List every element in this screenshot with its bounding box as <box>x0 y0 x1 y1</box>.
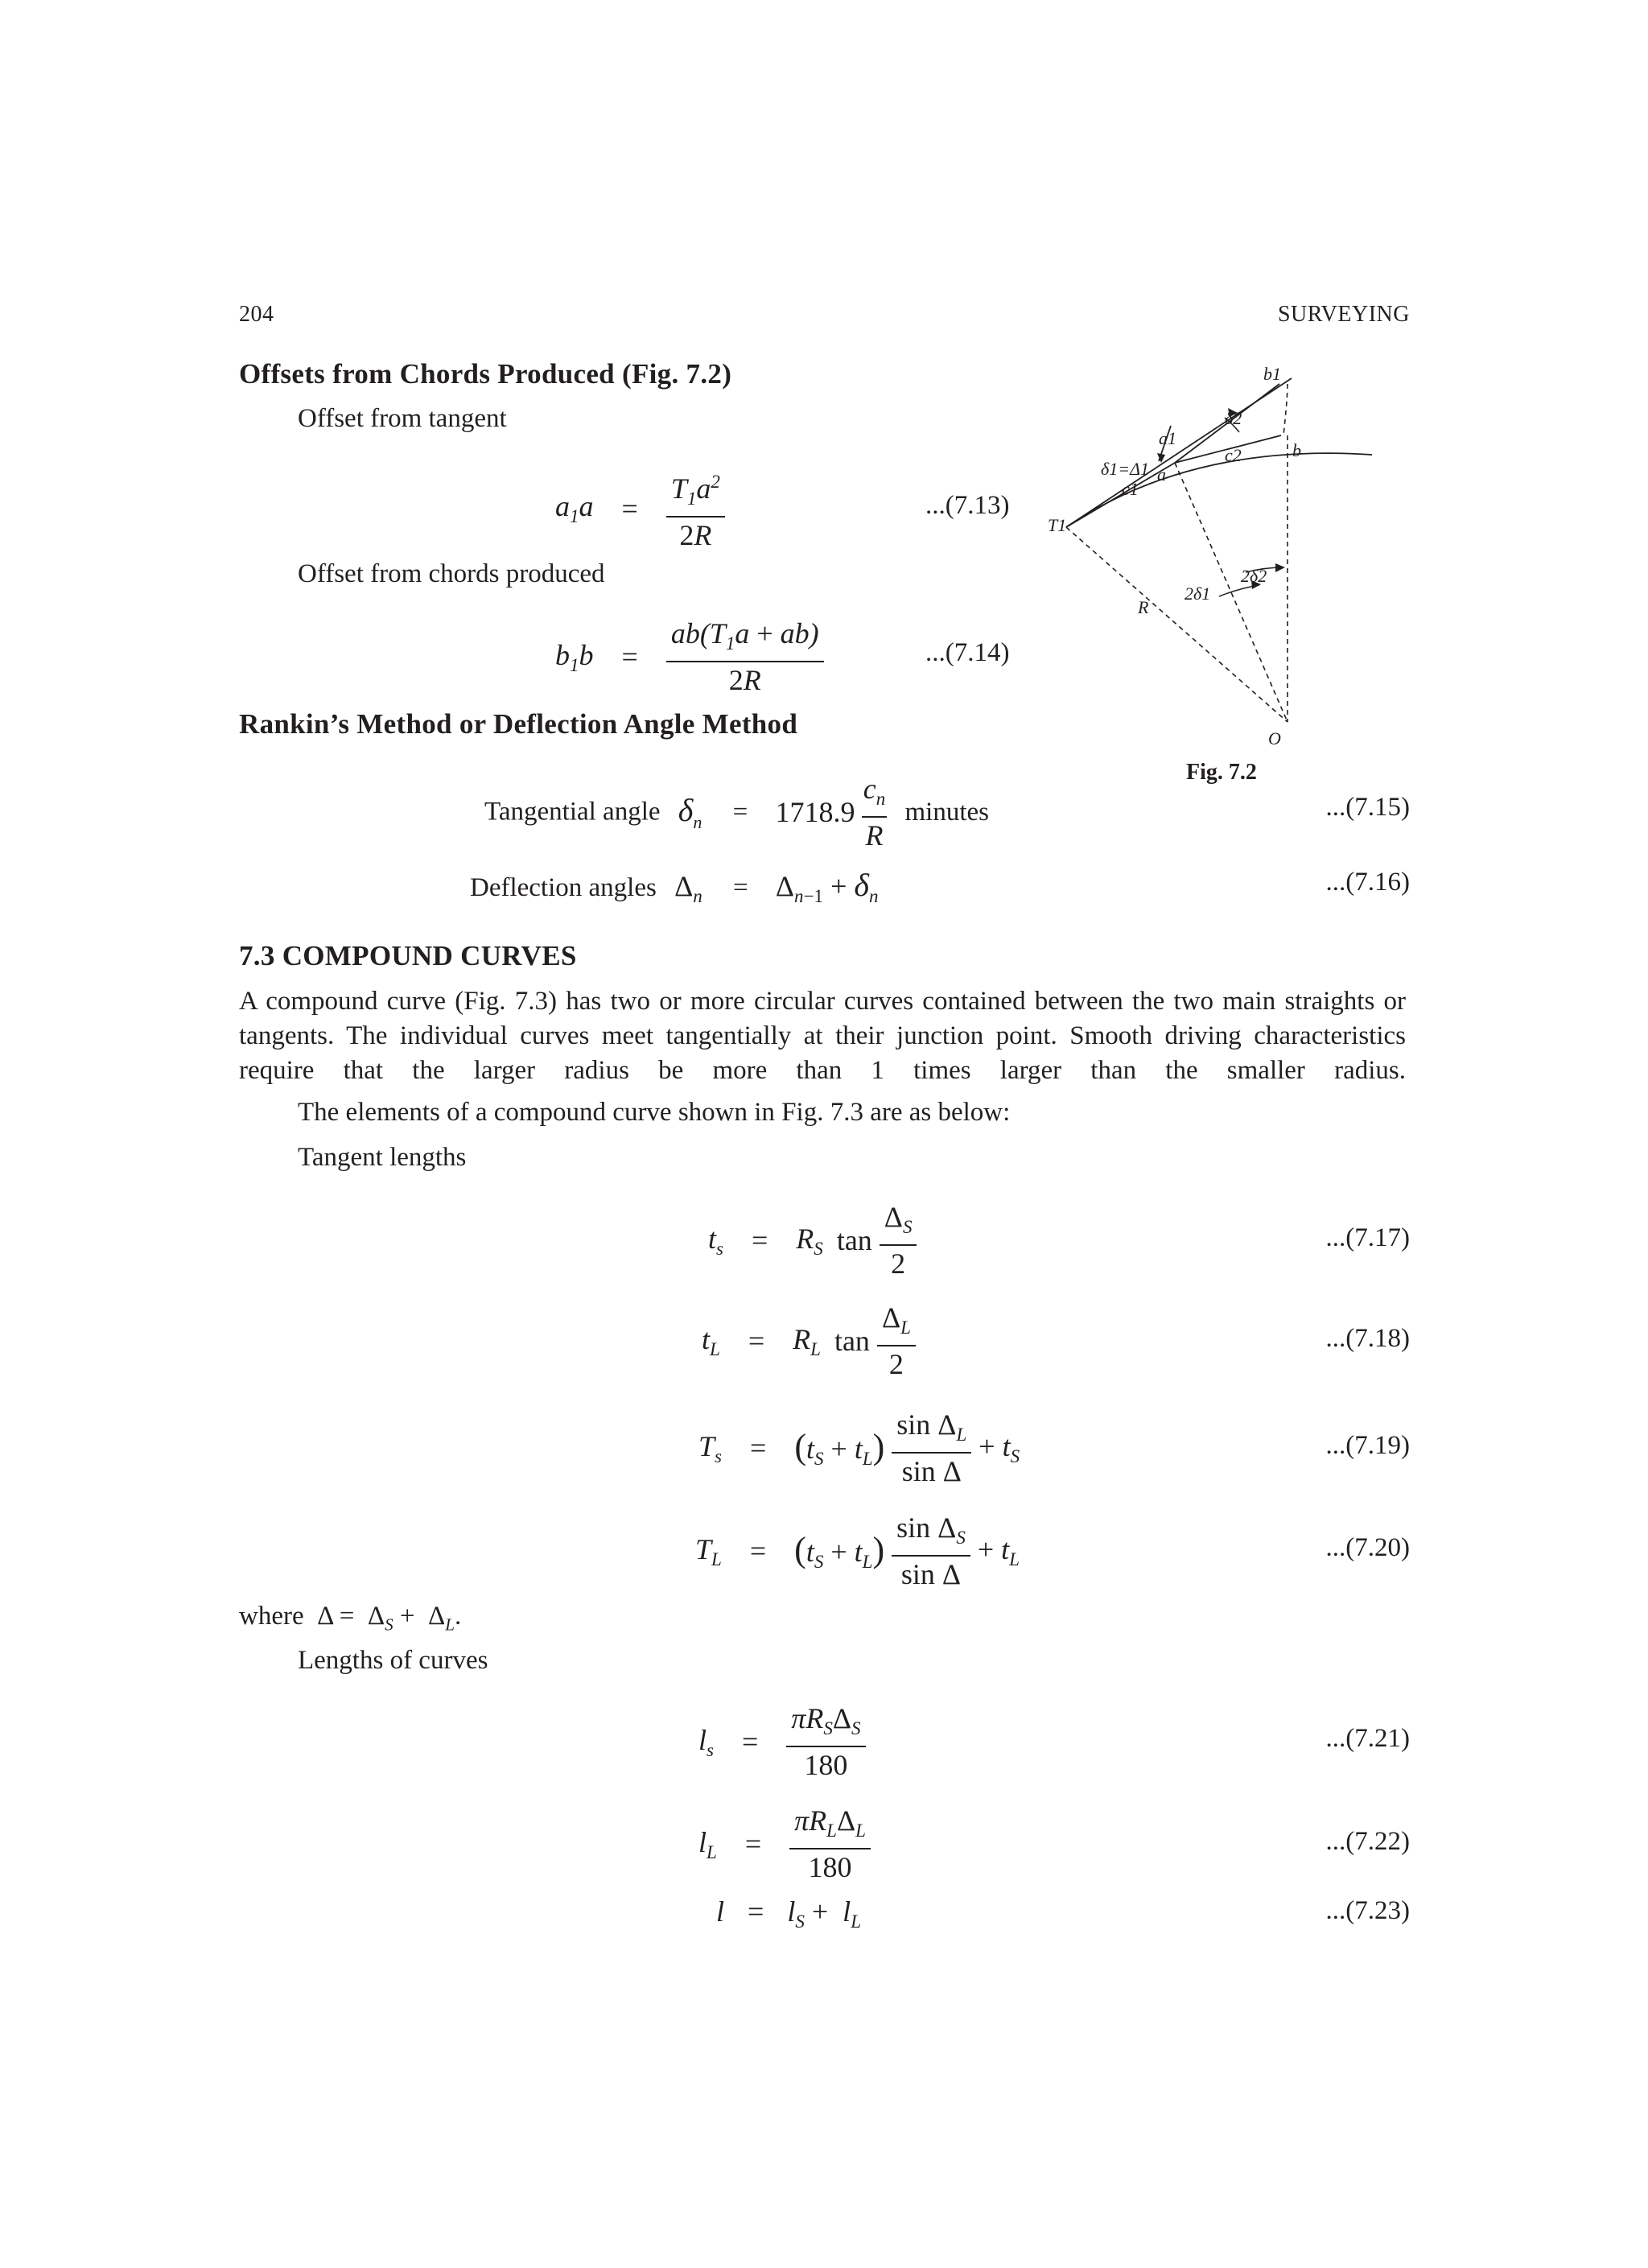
eq-7-15-fraction <box>862 771 888 853</box>
elements-line: The elements of a compound curve shown in Fig. 7.3 are as below: <box>298 1098 1011 1127</box>
eq-7-14-fraction <box>666 616 824 698</box>
eq-7-15-denominator: R <box>865 819 884 852</box>
figure-7-2 <box>1046 366 1384 744</box>
figure-caption: Fig. 7.2 <box>1186 760 1257 785</box>
eq-7-17-numerator: $\Delta_S$ <box>880 1199 917 1246</box>
eq-7-16-rhs: $\Delta_{n-1} + \delta_n$ <box>775 867 879 907</box>
equation-7-23 <box>716 1895 861 1932</box>
eq-7-21-denominator: 180 <box>804 1749 848 1782</box>
eq-7-20-numerator: $\sin \Delta_S$ <box>892 1510 970 1557</box>
eq-7-18-numerator: $\Delta_L$ <box>877 1300 916 1346</box>
equation-number-7-19: ...(7.19) <box>1325 1431 1410 1460</box>
page-number: 204 <box>239 302 274 327</box>
eq-7-20-paren: $(t_S + t_L)$ <box>794 1530 885 1573</box>
eq-7-21-lhs: $l_s$ <box>698 1723 714 1760</box>
label-t1: T1 <box>1048 515 1067 535</box>
eq-7-15-symbol: $\delta_n$ <box>678 792 702 833</box>
eq-7-13-lhs: $a_1a$ <box>555 490 594 527</box>
eq-7-13-denominator: 2R <box>679 519 712 552</box>
eq-7-14-lhs: $b_1b$ <box>555 638 594 675</box>
eq-7-21-numerator: $\pi R_S\Delta_S$ <box>786 1701 865 1747</box>
eq-7-13-numerator: $T_1a^2$ <box>666 464 725 518</box>
eq-7-23-lhs: l <box>716 1895 725 1928</box>
eq-7-22-lhs: $l_L$ <box>698 1825 717 1862</box>
eq-7-17-coef: $R_S$ <box>796 1222 823 1259</box>
equals-sign: = <box>750 1432 767 1465</box>
equation-7-21 <box>698 1701 866 1783</box>
label-c1: c1 <box>1122 479 1139 499</box>
where-line: where $\Delta = \Delta_S + \Delta_L$. <box>239 1602 462 1635</box>
section-heading-offsets: Offsets from Chords Produced (Fig. 7.2) <box>239 358 732 390</box>
label-a: a <box>1157 464 1166 485</box>
tangential-angle-label: Tangential angle <box>484 797 661 827</box>
offset-from-tangent-label: Offset from tangent <box>298 404 507 433</box>
eq-7-16-symbol: $\Delta_n$ <box>674 870 702 907</box>
eq-7-18-denominator: 2 <box>888 1348 904 1381</box>
equals-sign: = <box>732 797 748 827</box>
eq-7-18-func: tan <box>834 1325 870 1358</box>
equation-7-17 <box>708 1199 917 1281</box>
eq-7-17-func: tan <box>836 1224 872 1257</box>
equation-7-15 <box>484 771 989 853</box>
equals-sign: = <box>733 873 748 902</box>
lengths-of-curves-label: Lengths of curves <box>298 1646 488 1675</box>
eq-7-18-lhs: $t_L$ <box>702 1322 720 1359</box>
equation-7-13 <box>555 464 725 553</box>
eq-7-19-denominator: sin Δ <box>901 1455 962 1488</box>
eq-7-15-numerator: $c_n$ <box>862 771 888 818</box>
radius-t1-o <box>1066 527 1288 722</box>
arrow-head <box>1275 563 1285 572</box>
eq-7-20-fraction <box>892 1510 970 1592</box>
eq-7-14-denominator: 2R <box>728 664 761 697</box>
section-heading-compound: 7.3 COMPOUND CURVES <box>239 940 577 971</box>
eq-7-17-fraction <box>880 1199 917 1281</box>
equation-7-22 <box>698 1803 871 1885</box>
label-b: b <box>1292 440 1301 460</box>
equation-number-7-13: ...(7.13) <box>925 491 1010 520</box>
equation-7-14 <box>555 616 824 698</box>
eq-7-15-unit: minutes <box>904 797 989 827</box>
equation-7-19 <box>698 1407 1020 1489</box>
eq-7-18-coef: $R_L$ <box>793 1322 821 1359</box>
eq-7-22-numerator: $\pi R_L\Delta_L$ <box>789 1803 871 1849</box>
eq-7-15-constant: 1718.9 <box>775 796 855 829</box>
offset-b1-b <box>1283 384 1288 435</box>
eq-7-13-fraction <box>666 464 725 553</box>
eq-7-19-numerator: $\sin \Delta_L$ <box>892 1407 971 1454</box>
eq-7-23-rhs: $l_S + l_L$ <box>787 1895 861 1932</box>
equation-number-7-14: ...(7.14) <box>925 638 1010 667</box>
label-2delta1: 2δ1 <box>1184 583 1211 604</box>
eq-7-17-lhs: $t_s$ <box>708 1222 723 1259</box>
label-delta2: δ2 <box>1225 408 1242 428</box>
eq-7-21-fraction <box>786 1701 865 1783</box>
eq-7-22-fraction <box>789 1803 871 1885</box>
equals-sign: = <box>744 1828 762 1861</box>
equation-number-7-21: ...(7.21) <box>1325 1724 1410 1753</box>
eq-7-22-denominator: 180 <box>808 1851 852 1884</box>
running-title: SURVEYING <box>1277 302 1410 327</box>
equation-number-7-17: ...(7.17) <box>1325 1223 1410 1252</box>
equation-number-7-23: ...(7.23) <box>1325 1896 1410 1925</box>
eq-7-14-numerator: $ab(T_1a + ab)$ <box>666 616 824 662</box>
eq-7-19-fraction <box>892 1407 971 1489</box>
label-delta1: δ1=Δ1 <box>1101 459 1149 479</box>
equals-sign: = <box>748 1325 765 1358</box>
equals-sign: = <box>621 492 638 525</box>
label-a1: a1 <box>1159 428 1176 448</box>
equals-sign: = <box>751 1224 768 1257</box>
equals-sign: = <box>748 1895 764 1928</box>
eq-7-20-tail: + $t_L$ <box>977 1532 1020 1569</box>
equation-number-7-22: ...(7.22) <box>1325 1827 1410 1856</box>
equation-7-18 <box>702 1300 916 1382</box>
eq-7-20-lhs: $T_L$ <box>695 1532 722 1569</box>
label-b1: b1 <box>1263 366 1281 384</box>
eq-7-20-denominator: sin Δ <box>900 1558 962 1591</box>
equation-7-16 <box>470 866 878 907</box>
equation-7-20 <box>695 1510 1020 1592</box>
arrow-head <box>1157 453 1165 463</box>
compound-curve-paragraph: A compound curve (Fig. 7.3) has two or more circular curves contained between the two main straights or tangents. The individual curves meet tangentially at their junction point. Smooth driving characteristics require that the larger radius be more than 1 times larger than the smaller radius. <box>239 987 1406 1085</box>
equals-sign: = <box>749 1535 767 1568</box>
eq-7-19-paren: $(t_S + t_L)$ <box>794 1427 885 1470</box>
equation-number-7-18: ...(7.18) <box>1325 1324 1410 1353</box>
eq-7-19-lhs: $T_s$ <box>698 1429 722 1466</box>
eq-7-19-tail: + $t_S$ <box>978 1429 1020 1466</box>
label-o: O <box>1268 728 1281 744</box>
equation-number-7-15: ...(7.15) <box>1325 793 1410 822</box>
label-c2: c2 <box>1225 445 1242 465</box>
section-heading-rankin: Rankin’s Method or Deflection Angle Method <box>239 708 798 740</box>
equals-sign: = <box>741 1726 759 1759</box>
equals-sign: = <box>621 641 638 674</box>
label-r: R <box>1138 597 1149 617</box>
eq-7-18-fraction <box>877 1300 916 1382</box>
tangent-lengths-label: Tangent lengths <box>298 1143 467 1172</box>
eq-7-17-denominator: 2 <box>891 1247 906 1280</box>
equation-number-7-16: ...(7.16) <box>1325 868 1410 897</box>
offset-from-chords-label: Offset from chords produced <box>298 559 605 588</box>
deflection-angles-label: Deflection angles <box>470 873 657 902</box>
equation-number-7-20: ...(7.20) <box>1325 1533 1410 1562</box>
label-2delta2: 2δ2 <box>1241 566 1267 586</box>
